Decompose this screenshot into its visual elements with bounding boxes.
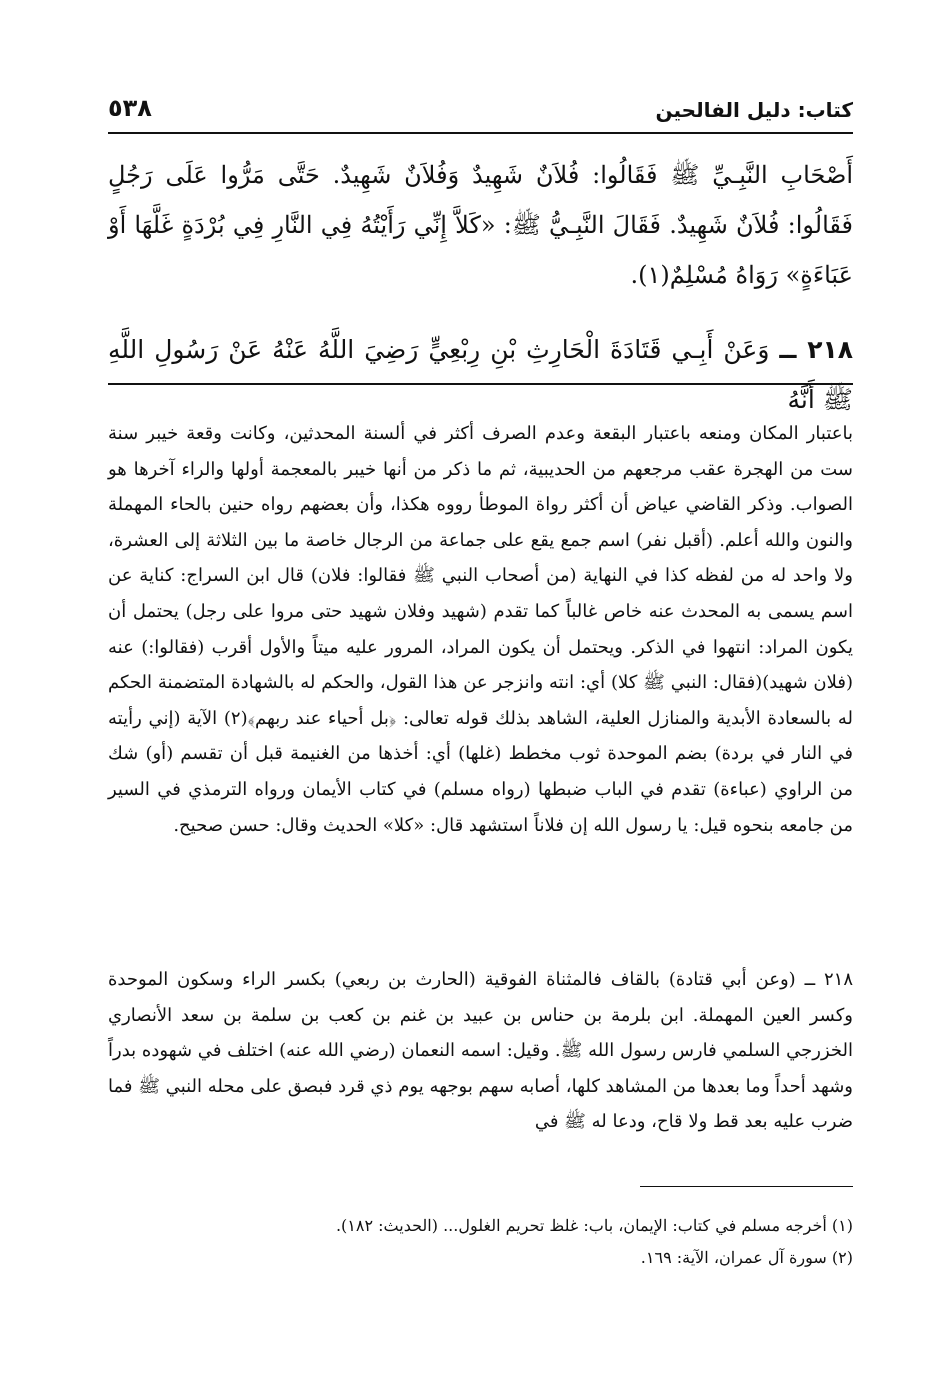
hadith-text-continuation: أَصْحَابِ النَّبِـيِّ ﷺ فَقَالُوا: فُلاَنٌ شَهِيدٌ وَفُلاَنٌ شَهِيدٌ. حَتَّى مَرُّوا عَلَى رَجُلٍ فَقَالُوا: فُلاَنٌ شَهِيدٌ. فَقَالَ النَّبِـيُّ ﷺ: «كَلاَّ إِنِّي رَأَيْتُهُ فِي النَّارِ فِي بُرْدَةٍ غَلَّهَا أَوْ عَبَاءَةٍ» رَوَاهُ مُسْلِمٌ(١). [108, 161, 853, 289]
footnotes [108, 1210, 853, 1274]
running-title: كتاب: دليل الفالحين [655, 98, 853, 122]
commentary-paragraph: باعتبار المكان ومنعه باعتبار البقعة وعدم الصرف أكثر في ألسنة المحدثين، وكانت وقعة خيبر سنة ست من الهجرة عقب مرجعهم من الحديبية، ثم ما ذكر من أنها خيبر بالمعجمة أولها والراء آخرها هو الصواب. وذكر القاضي عياض أن أكثر رواة الموطأ رووه هكذا، وأن بعضهم رواه حنين بالحاء المهملة والنون والله أعلم. (أقبل نفر) اسم جمع يقع على جماعة من الرجال خاصة ما بين الثلاثة إلى العشرة، ولا واحد له من لفظه كذا في النهاية (من أصحاب النبي ﷺ فقالوا: فلان) قال ابن السراج: كناية عن اسم يسمى به المحدث عنه خاص غالباً كما تقدم (شهيد وفلان شهيد حتى مروا على رجل) يحتمل أن يكون المراد: انتهوا في الذكر. ويحتمل أن يكون المراد، المرور عليه ميتاً والأول أقرب (فقالوا:) عنه (فلان شهيد)(فقال: النبي ﷺ كلا) أي: انته وانزجر عن هذا القول، والحكم له بالشهادة المتضمنة الحكم له بالسعادة الأبدية والمنازل العلية، الشاهد بذلك قوله تعالى: ﴿بل أحياء عند ربهم﴾(٢) الآية (إني رأيته في النار في بردة) بضم الموحدة ثوب مخطط (غلها) أي: أخذها من الغنيمة قبل أن تقسم (أو) شك من الراوي (عباءة) تقدم في الباب ضبطها (رواه مسلم) في كتاب الأيمان ورواه الترمذي في السير من جامعه بنحوه قيل: يا رسول الله إن فلاناً استشهد قال: «كلا» الحديث وقال: حسن صحيح. [108, 423, 853, 836]
header-divider [108, 132, 853, 134]
footnote-item: (٢) سورة آل عمران، الآية: ١٦٩. [640, 1248, 853, 1267]
hadith-text-next [108, 325, 853, 425]
section-divider [108, 383, 853, 385]
hadith-number: ٢١٨ ــ [779, 335, 853, 364]
hadith-opening: وَعَنْ أَبِـي قَتَادَةَ الْحَارِثِ بْنِ رِبْعِيٍّ رَضِيَ اللَّهُ عَنْهُ عَنْ رَسُولِ اللَّهِ ﷺ أَنَّهُ [108, 335, 853, 414]
footnote-divider [640, 1186, 853, 1187]
page-header [108, 92, 853, 128]
commentary-paragraph: ٢١٨ ــ (وعن أبي قتادة) بالقاف فالمثناة الفوقية (الحارث بن ربعي) بكسر الراء وسكون الموحدة وكسر العين المهملة. ابن بلرمة بن حناس بن عبيد بن غنم بن كعب بن سلمة بن سعد الأنصاري الخزرجي السلمي فارس رسول الله ﷺ. وقيل: اسمه النعمان (رضي الله عنه) اختلف في شهوده بدراً وشهد أحداً وما بعدها من المشاهد كلها، أصابه سهم بوجهه يوم ذي قرد فبصق على محله النبي ﷺ فما ضرب عليه بعد قط ولا قاح، ودعا له ﷺ في [108, 969, 853, 1133]
page-number: ٥٣٨ [108, 94, 152, 122]
footnote-item: (١) أخرجه مسلم في كتاب: الإيمان، باب: غلظ تحريم الغلول... (الحديث: ١٨٢). [335, 1216, 853, 1235]
